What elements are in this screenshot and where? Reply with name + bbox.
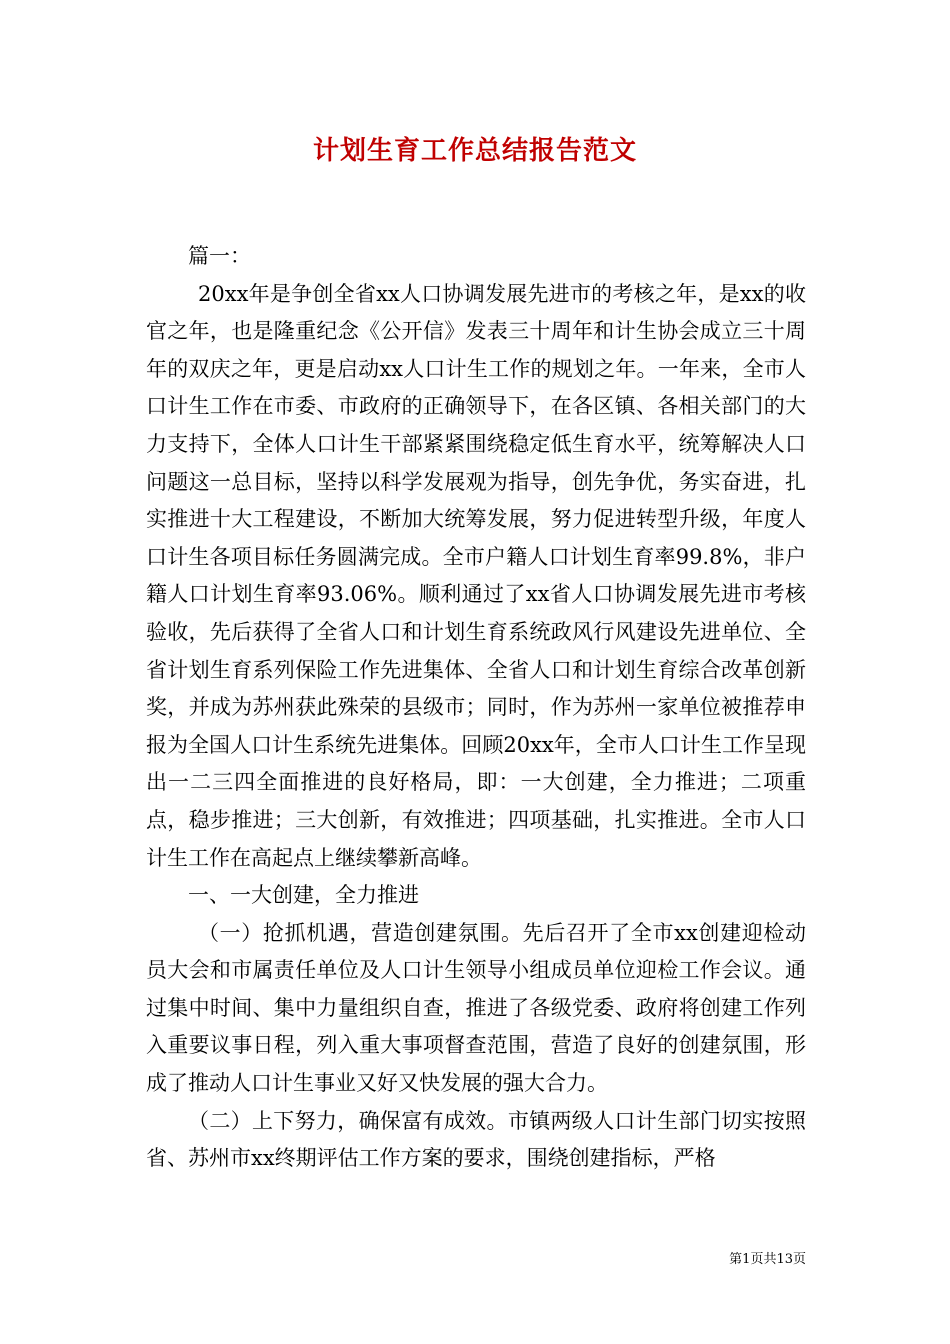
document-body	[146, 238, 806, 1178]
page-number: 第1页共13页	[729, 1252, 806, 1267]
paragraph-intro: 20xx年是争创全省xx人口协调发展先进市的考核之年，是xx的收官之年，也是隆重纪念《公开信》发表三十周年和计生协会成立三十周年的双庆之年，更是启动xx人口计生工作的规划之年。一年来，全市人口计生工作在市委、市政府的正确领导下，在各区镇、各相关部门的大力支持下，全体人口计生干部紧紧围绕稳定低生育水平，统筹解决人口问题这一总目标，坚持以科学发展观为指导，创先争优，务实奋进，扎实推进十大工程建设，不断加大统筹发展，努力促进转型升级，年度人口计生各项目标任务圆满完成。全市户籍人口计划生育率99.8%，非户籍人口计划生育率93.06%。顺利通过了xx省人口协调发展先进市考核验收，先后获得了全省人口和计划生育系统政风行风建设先进单位、全省计划生育系列保险工作先进集体、全省人口和计划生育综合改革创新奖，并成为苏州获此殊荣的县级市；同时，作为苏州一家单位被推荐申报为全国人口计生系统先进集体。回顾20xx年，全市人口计生工作呈现出一二三四全面推进的良好格局，即：一大创建，全力推进；二项重点，稳步推进；三大创新，有效推进；四项基础，扎实推进。全市人口计生工作在高起点上继续攀新高峰。	[146, 281, 806, 870]
document-title: 计划生育工作总结报告范文	[312, 136, 637, 166]
section-label: 篇一：	[188, 244, 251, 268]
paragraph-sub-1: （一）抢抓机遇，营造创建氛围。先后召开了全市xx创建迎检动员大会和市属责任单位及人口计生领导小组成员单位迎检工作会议。通过集中时间、集中力量组织自查，推进了各级党委、政府将创建工作列入重要议事日程，列入重大事项督查范围，营造了良好的创建氛围，形成了推动人口计生事业又好又快发展的强大合力。	[146, 920, 806, 1096]
paragraph-sub-2: （二）上下努力，确保富有成效。市镇两级人口计生部门切实按照省、苏州市xx终期评估工作方案的要求，围绕创建指标，严格	[146, 1108, 806, 1171]
section-heading: 一、一大创建，全力推进	[188, 883, 419, 908]
